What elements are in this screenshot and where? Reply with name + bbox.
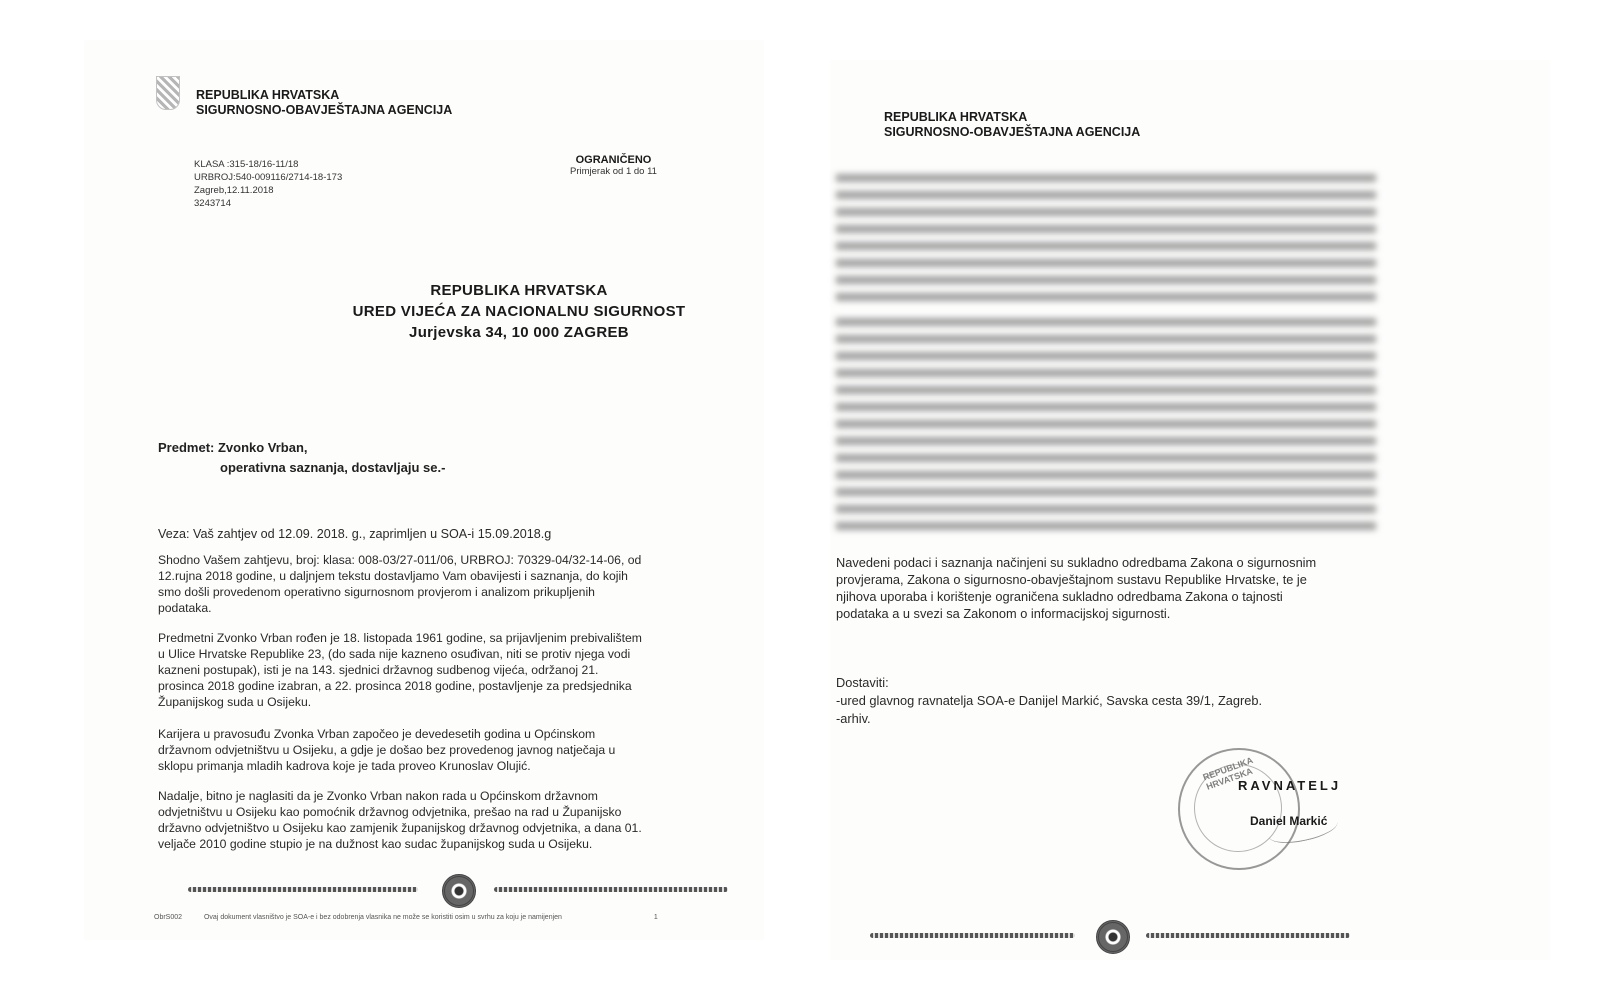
header-line-2: SIGURNOSNO-OBAVJEŠTAJNA AGENCIJA bbox=[196, 103, 453, 117]
ornament-icon bbox=[1096, 920, 1130, 954]
copy-number: Primjerak od 1 do 11 bbox=[570, 166, 657, 177]
distribution-item-2: -arhiv. bbox=[836, 711, 871, 726]
ornamental-divider bbox=[188, 884, 728, 894]
distribution-item-1: -ured glavnog ravnatelja SOA-e Danijel Markić, Savska cesta 39/1, Zagreb. bbox=[836, 693, 1263, 708]
veza-line: Veza: Vaš zahtjev od 12.09. 2018. g., zaprimljen u SOA-i 15.09.2018.g bbox=[158, 527, 552, 541]
ornamental-divider bbox=[870, 930, 1350, 940]
recipient-line-3: Jurjevska 34, 10 000 ZAGREB bbox=[409, 324, 629, 341]
classification-block bbox=[570, 154, 657, 177]
signatory-name: Daniel Markić bbox=[1250, 814, 1328, 828]
footer-code: ObrS002 bbox=[154, 914, 183, 921]
page-number: 1 bbox=[653, 914, 658, 921]
footer bbox=[154, 914, 658, 921]
agency-header bbox=[196, 88, 452, 118]
paragraph-3: Karijera u pravosuđu Zvonka Vrban započeo je devedesetih godina u Općinskom državnom odvjetništvu u Osijeku, a gdje je došao bez provedenog javnog natječaja u sklopu primanja mladih kadrova koje je tada proveo Krunoslav Olujić. bbox=[158, 727, 616, 773]
header-line-1: REPUBLIKA HRVATSKA bbox=[196, 88, 340, 102]
subject-line-2: operativna saznanja, dostavljaju se.- bbox=[220, 460, 446, 475]
recipient-line-2: URED VIJEĆA ZA NACIONALNU SIGURNOST bbox=[352, 303, 686, 320]
redacted-text-block bbox=[836, 174, 1386, 530]
ornament-icon bbox=[442, 874, 476, 908]
header-line-2: SIGURNOSNO-OBAVJEŠTAJNA AGENCIJA bbox=[884, 125, 1141, 139]
document-page-2 bbox=[830, 60, 1550, 960]
klasa: KLASA :315-18/16-11/18 bbox=[194, 159, 299, 170]
recipient-address bbox=[334, 280, 704, 343]
subject bbox=[158, 438, 445, 478]
signatory-title: RAVNATELJ bbox=[1238, 778, 1342, 793]
paragraph-4: Nadalje, bitno je naglasiti da je Zvonko Vrban nakon rada u Općinskom državnom odvjetništvu u Osijeku kao pomoćnik državnog odvjetnika, prešao na rad u Županijsko državno odvjetništvo u Osijeku kao zamjenik županijskog državnog odvjetnika, a dana 01. veljače 2010 godine stupio je na dužnost kao sudac županijskog suda u Osijeku. bbox=[158, 789, 642, 851]
recipient-line-1: REPUBLIKA HRVATSKA bbox=[430, 282, 608, 299]
footer-note: Ovaj dokument vlasništvo je SOA-e i bez odobrenja vlasnika ne može se koristiti osim u svrhu za koju je namijenjen bbox=[203, 914, 562, 921]
dostaviti-label: Dostaviti: bbox=[836, 675, 889, 690]
classification-label: OGRANIČENO bbox=[575, 154, 652, 166]
place-date: Zagreb,12.11.2018 bbox=[194, 185, 274, 196]
document-page-1 bbox=[84, 40, 764, 940]
closing-paragraph: Navedeni podaci i saznanja načinjeni su sukladno odredbama Zakona o sigurnosnim provjerama, Zakona o sigurnosno-obavještajnom sustavu Republike Hrvatske, te je njihova uporaba i korištenje ograničena sukladno odredbama Zakona o tajnosti podataka a u svezi sa Zakonom o informacijskoj sigurnosti. bbox=[836, 555, 1317, 621]
document-meta bbox=[194, 158, 342, 210]
distribution-list bbox=[836, 674, 1262, 728]
official-stamp bbox=[1178, 748, 1300, 870]
agency-header bbox=[884, 110, 1140, 140]
header-line-1: REPUBLIKA HRVATSKA bbox=[884, 110, 1028, 124]
subject-line-1: Predmet: Zvonko Vrban, bbox=[158, 440, 308, 455]
reference-number: 3243714 bbox=[194, 198, 231, 209]
paragraph-1: Shodno Vašem zahtjevu, broj: klasa: 008-03/27-011/06, URBROJ: 70329-04/32-14-06, od 12.rujna 2018 godine, u daljnjem tekstu dostavljamo Vam obavijesti i saznanja, do kojih smo došli provedenom operativno sigurnosnom provjerom i analizom prikupljenih podataka. bbox=[158, 553, 642, 615]
paragraph-2: Predmetni Zvonko Vrban rođen je 18. listopada 1961 godine, sa prijavljenim prebivalištem u Ulice Hrvatske Republike 23, (do sada nije kazneno osuđivan, niti se protiv njega vodi kazneni postupak), isti je na 143. sjednici državnog sudbenog vijeća, održanoj 21. prosinca 2018 godine izabran, a 22. prosinca 2018 godine, postavljenje za predsjednika Županijskog suda u Osijeku. bbox=[158, 631, 642, 709]
coat-of-arms-icon bbox=[156, 76, 180, 110]
stamp-text: REPUBLIKA HRVATSKA bbox=[1201, 755, 1254, 792]
urbroj: URBROJ:540-009116/2714-18-173 bbox=[194, 172, 343, 183]
